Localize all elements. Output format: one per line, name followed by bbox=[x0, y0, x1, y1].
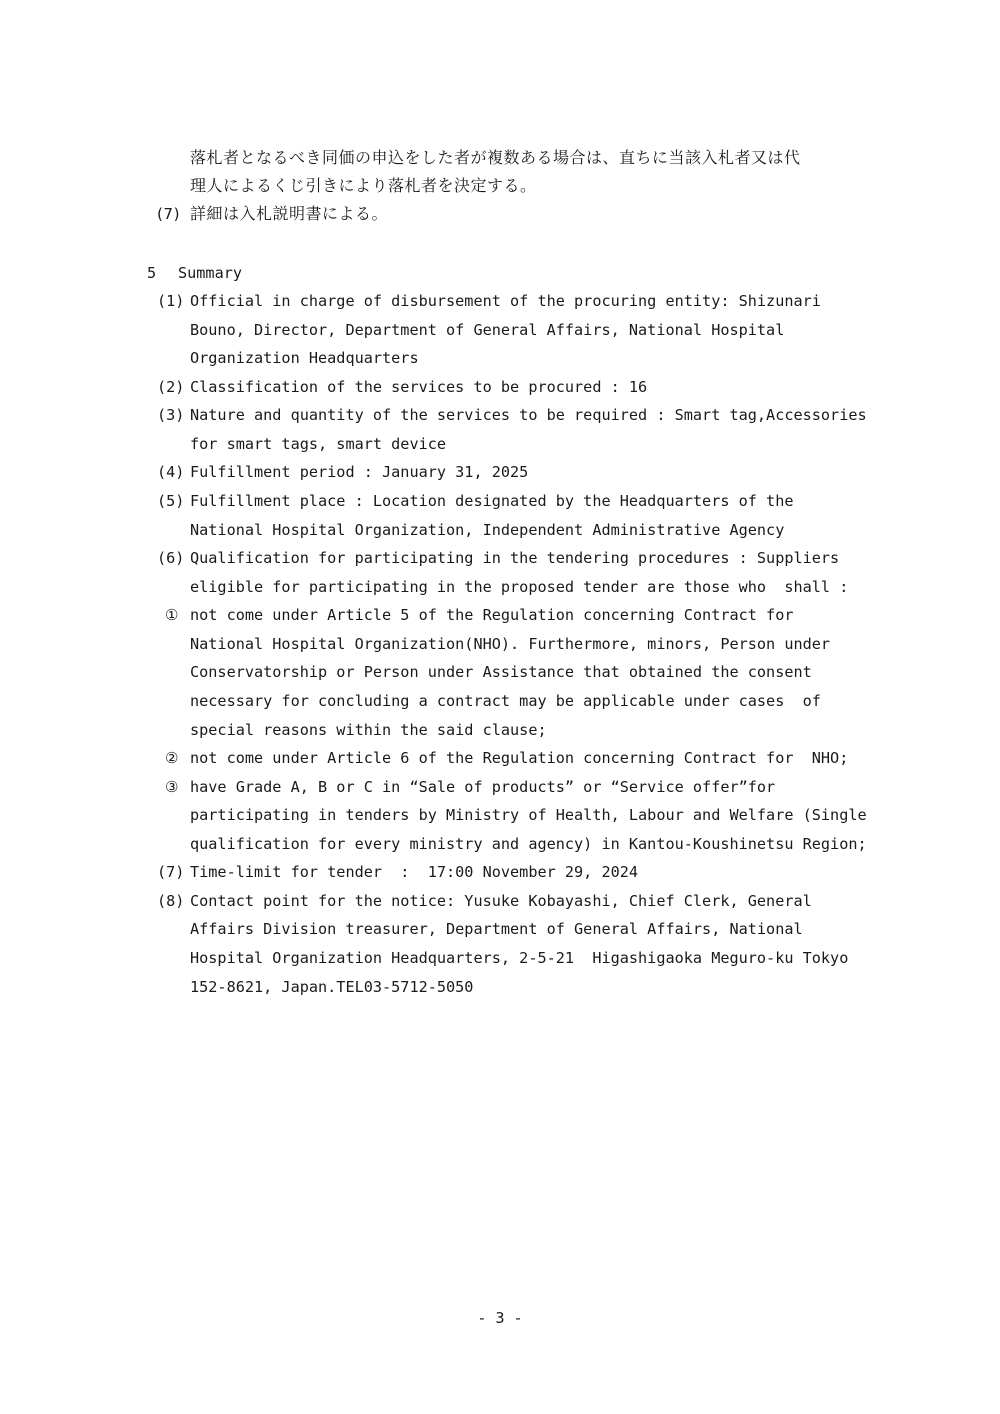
sub-item-1-line-5: special reasons within the said clause; bbox=[190, 721, 547, 739]
sub-item-1-line-3: Conservatorship or Person under Assistance that obtained the consent bbox=[190, 663, 812, 681]
item-2-line-1: Classification of the services to be procured : 16 bbox=[190, 378, 648, 396]
item-8-marker: (8) bbox=[157, 892, 185, 910]
item-7-line-1: Time-limit for tender : 17:00 November 29, 2024 bbox=[190, 863, 639, 881]
sub-item-1-line-4: necessary for concluding a contract may be applicable under cases of bbox=[190, 692, 821, 710]
intro-line-2: 理人によるくじ引きにより落札者を決定する。 bbox=[190, 176, 537, 195]
item-3-line-2: for smart tags, smart device bbox=[190, 435, 447, 453]
sub-item-3-line-3: qualification for every ministry and agency) in Kantou-Koushinetsu Region; bbox=[190, 835, 867, 853]
summary-heading: Summary bbox=[178, 264, 243, 282]
item-4-line-1: Fulfillment period : January 31, 2025 bbox=[190, 463, 529, 481]
item-5-line-1: Fulfillment place : Location designated by the Headquarters of the bbox=[190, 492, 794, 510]
item-6-line-2: eligible for participating in the proposed tender are those who shall : bbox=[190, 578, 849, 596]
intro-item-7-text: 詳細は入札説明書による。 bbox=[190, 204, 389, 223]
page-number: - 3 - bbox=[477, 1309, 523, 1327]
item-2-marker: (2) bbox=[157, 378, 185, 396]
item-1-line-2: Bouno, Director, Department of General Affairs, National Hospital bbox=[190, 321, 785, 339]
sub-item-3-line-2: participating in tenders by Ministry of Health, Labour and Welfare (Single bbox=[190, 806, 867, 824]
sub-item-3-marker: ③ bbox=[165, 778, 179, 796]
item-8-line-1: Contact point for the notice: Yusuke Kobayashi, Chief Clerk, General bbox=[190, 892, 812, 910]
item-8-line-3: Hospital Organization Headquarters, 2-5-21 Higashigaoka Meguro-ku Tokyo bbox=[190, 949, 849, 967]
item-7-marker: (7) bbox=[157, 863, 185, 881]
sub-item-1-marker: ① bbox=[165, 606, 179, 624]
sub-item-2-line-1: not come under Article 6 of the Regulation concerning Contract for NHO; bbox=[190, 749, 849, 767]
item-6-line-1: Qualification for participating in the tendering procedures : Suppliers bbox=[190, 549, 840, 567]
intro-line-1: 落札者となるべき同価の申込をした者が複数ある場合は、直ちに当該入札者又は代 bbox=[190, 148, 801, 167]
item-8-line-4: 152-8621, Japan.TEL03-5712-5050 bbox=[190, 978, 474, 996]
item-1-marker: (1) bbox=[157, 292, 185, 310]
intro-item-7-marker: (7) bbox=[157, 205, 181, 223]
item-5-line-2: National Hospital Organization, Independent Administrative Agency bbox=[190, 521, 785, 539]
summary-heading-number: 5 bbox=[147, 264, 157, 282]
sub-item-1-line-2: National Hospital Organization(NHO). Furthermore, minors, Person under bbox=[190, 635, 831, 653]
item-1-line-3: Organization Headquarters bbox=[190, 349, 419, 367]
item-1-line-1: Official in charge of disbursement of the procuring entity: Shizunari bbox=[190, 292, 821, 310]
item-3-line-1: Nature and quantity of the services to be required : Smart tag,Accessories bbox=[190, 406, 867, 424]
item-8-line-2: Affairs Division treasurer, Department of General Affairs, National bbox=[190, 920, 803, 938]
sub-item-3-line-1: have Grade A, B or C in “Sale of products” or “Service offer”for bbox=[190, 778, 776, 796]
item-5-marker: (5) bbox=[157, 492, 185, 510]
item-3-marker: (3) bbox=[157, 406, 185, 424]
sub-item-2-marker: ② bbox=[165, 749, 179, 767]
item-6-marker: (6) bbox=[157, 549, 185, 567]
item-4-marker: (4) bbox=[157, 463, 185, 481]
sub-item-1-line-1: not come under Article 5 of the Regulation concerning Contract for bbox=[190, 606, 794, 624]
